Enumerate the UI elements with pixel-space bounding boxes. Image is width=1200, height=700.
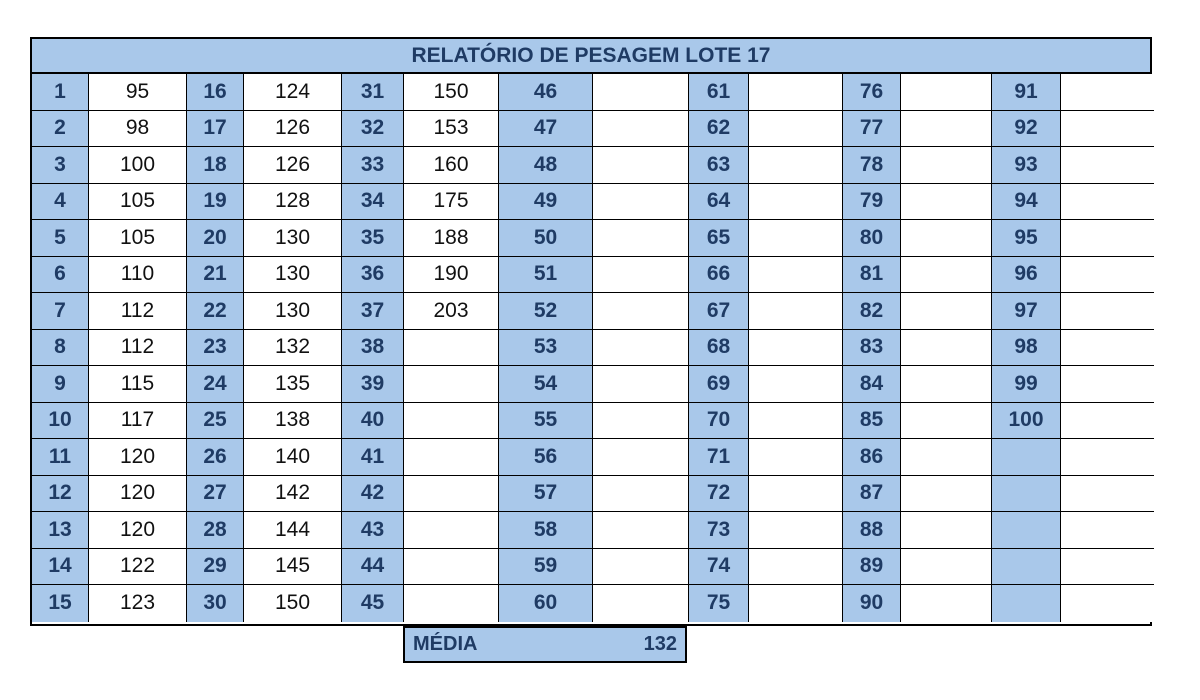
weight-cell: 144 (244, 512, 342, 549)
animal-number-cell: 91 (992, 74, 1061, 111)
animal-number-cell: 27 (187, 476, 244, 513)
animal-number-cell: 45 (342, 585, 404, 622)
weight-cell: 130 (244, 293, 342, 330)
weight-cell (901, 147, 992, 184)
animal-number-cell: 16 (187, 74, 244, 111)
blank-index-cell (992, 585, 1061, 622)
weight-cell: 140 (244, 439, 342, 476)
animal-number-cell: 82 (843, 293, 901, 330)
animal-number-cell: 17 (187, 111, 244, 148)
weight-cell (593, 184, 689, 221)
weight-cell (1061, 403, 1154, 440)
animal-number-cell: 20 (187, 220, 244, 257)
weight-cell: 135 (244, 366, 342, 403)
animal-number-cell: 74 (689, 549, 749, 586)
weight-cell (901, 257, 992, 294)
animal-number-cell: 70 (689, 403, 749, 440)
animal-number-cell: 93 (992, 147, 1061, 184)
weight-cell: 120 (89, 476, 187, 513)
average-label: MÉDIA (413, 633, 478, 655)
animal-number-cell: 57 (499, 476, 593, 513)
weight-cell: 160 (404, 147, 499, 184)
weight-cell (901, 585, 992, 622)
animal-number-cell: 41 (342, 439, 404, 476)
weight-cell: 98 (89, 111, 187, 148)
animal-number-cell: 8 (32, 330, 89, 367)
animal-number-cell: 65 (689, 220, 749, 257)
weight-cell (404, 512, 499, 549)
weight-cell: 120 (89, 512, 187, 549)
weight-cell (404, 403, 499, 440)
weight-cell (404, 330, 499, 367)
weight-cell (901, 403, 992, 440)
animal-number-cell: 28 (187, 512, 244, 549)
weight-cell (404, 549, 499, 586)
weight-cell: 203 (404, 293, 499, 330)
animal-number-cell: 5 (32, 220, 89, 257)
animal-number-cell: 21 (187, 257, 244, 294)
weight-cell: 126 (244, 147, 342, 184)
animal-number-cell: 87 (843, 476, 901, 513)
weight-cell: 105 (89, 220, 187, 257)
animal-number-cell: 4 (32, 184, 89, 221)
animal-number-cell: 83 (843, 330, 901, 367)
weight-cell (593, 147, 689, 184)
weight-cell (901, 476, 992, 513)
weight-cell (749, 403, 843, 440)
weight-cell: 150 (404, 74, 499, 111)
weight-cell (404, 585, 499, 622)
animal-number-cell: 54 (499, 366, 593, 403)
weight-cell (749, 585, 843, 622)
animal-number-cell: 78 (843, 147, 901, 184)
weight-cell: 132 (244, 330, 342, 367)
weight-cell: 120 (89, 439, 187, 476)
animal-number-cell: 44 (342, 549, 404, 586)
weight-cell (593, 549, 689, 586)
animal-number-cell: 66 (689, 257, 749, 294)
weight-cell (749, 439, 843, 476)
animal-number-cell: 86 (843, 439, 901, 476)
animal-number-cell: 37 (342, 293, 404, 330)
weight-cell (901, 220, 992, 257)
weight-cell: 110 (89, 257, 187, 294)
weight-cell (593, 403, 689, 440)
animal-number-cell: 63 (689, 147, 749, 184)
weight-cell (901, 74, 992, 111)
weight-cell (593, 293, 689, 330)
animal-number-cell: 96 (992, 257, 1061, 294)
weight-cell (749, 512, 843, 549)
animal-number-cell: 30 (187, 585, 244, 622)
animal-number-cell: 47 (499, 111, 593, 148)
animal-number-cell: 88 (843, 512, 901, 549)
weight-cell: 105 (89, 184, 187, 221)
animal-number-cell: 32 (342, 111, 404, 148)
weight-cell: 150 (244, 585, 342, 622)
animal-number-cell: 77 (843, 111, 901, 148)
weight-cell (1061, 111, 1154, 148)
animal-number-cell: 1 (32, 74, 89, 111)
weight-cell (749, 549, 843, 586)
weight-cell: 126 (244, 111, 342, 148)
weight-cell (1061, 476, 1154, 513)
weight-cell: 100 (89, 147, 187, 184)
animal-number-cell: 23 (187, 330, 244, 367)
weight-cell (593, 111, 689, 148)
animal-number-cell: 73 (689, 512, 749, 549)
weight-cell: 130 (244, 220, 342, 257)
animal-number-cell: 48 (499, 147, 593, 184)
animal-number-cell: 89 (843, 549, 901, 586)
weight-cell: 95 (89, 74, 187, 111)
animal-number-cell: 69 (689, 366, 749, 403)
weight-cell (1061, 74, 1154, 111)
animal-number-cell: 31 (342, 74, 404, 111)
weight-cell (901, 439, 992, 476)
animal-number-cell: 15 (32, 585, 89, 622)
animal-number-cell: 38 (342, 330, 404, 367)
weight-cell (1061, 366, 1154, 403)
animal-number-cell: 24 (187, 366, 244, 403)
animal-number-cell: 56 (499, 439, 593, 476)
animal-number-cell: 59 (499, 549, 593, 586)
weight-cell (749, 74, 843, 111)
weight-cell (593, 366, 689, 403)
weight-cell (1061, 220, 1154, 257)
animal-number-cell: 35 (342, 220, 404, 257)
animal-number-cell: 42 (342, 476, 404, 513)
animal-number-cell: 79 (843, 184, 901, 221)
animal-number-cell: 52 (499, 293, 593, 330)
animal-number-cell: 98 (992, 330, 1061, 367)
animal-number-cell: 36 (342, 257, 404, 294)
animal-number-cell: 50 (499, 220, 593, 257)
animal-number-cell: 7 (32, 293, 89, 330)
weight-cell (1061, 147, 1154, 184)
average-value: 132 (643, 633, 677, 655)
blank-index-cell (992, 476, 1061, 513)
weight-cell (1061, 549, 1154, 586)
animal-number-cell: 61 (689, 74, 749, 111)
animal-number-cell: 12 (32, 476, 89, 513)
animal-number-cell: 72 (689, 476, 749, 513)
animal-number-cell: 33 (342, 147, 404, 184)
weight-cell (1061, 293, 1154, 330)
weight-cell: 124 (244, 74, 342, 111)
animal-number-cell: 9 (32, 366, 89, 403)
weight-cell: 145 (244, 549, 342, 586)
animal-number-cell: 92 (992, 111, 1061, 148)
weight-cell (901, 549, 992, 586)
animal-number-cell: 6 (32, 257, 89, 294)
weight-cell: 122 (89, 549, 187, 586)
weight-cell: 128 (244, 184, 342, 221)
animal-number-cell: 18 (187, 147, 244, 184)
animal-number-cell: 43 (342, 512, 404, 549)
animal-number-cell: 68 (689, 330, 749, 367)
weight-cell (901, 366, 992, 403)
animal-number-cell: 51 (499, 257, 593, 294)
weight-cell (1061, 257, 1154, 294)
animal-number-cell: 10 (32, 403, 89, 440)
weight-cell (593, 439, 689, 476)
animal-number-cell: 14 (32, 549, 89, 586)
weight-cell (1061, 512, 1154, 549)
animal-number-cell: 95 (992, 220, 1061, 257)
weight-cell (593, 74, 689, 111)
animal-number-cell: 19 (187, 184, 244, 221)
weighing-report-table (30, 37, 1152, 626)
weight-cell (749, 330, 843, 367)
animal-number-cell: 34 (342, 184, 404, 221)
animal-number-cell: 67 (689, 293, 749, 330)
weight-cell (749, 293, 843, 330)
animal-number-cell: 29 (187, 549, 244, 586)
animal-number-cell: 94 (992, 184, 1061, 221)
animal-number-cell: 26 (187, 439, 244, 476)
weight-cell (593, 585, 689, 622)
weight-cell (404, 439, 499, 476)
weight-cell: 117 (89, 403, 187, 440)
weight-cell (749, 220, 843, 257)
animal-number-cell: 46 (499, 74, 593, 111)
weight-cell (1061, 184, 1154, 221)
weight-cell: 112 (89, 293, 187, 330)
weight-cell (1061, 330, 1154, 367)
weight-cell: 123 (89, 585, 187, 622)
animal-number-cell: 55 (499, 403, 593, 440)
animal-number-cell: 39 (342, 366, 404, 403)
weight-cell (749, 111, 843, 148)
weights-grid (32, 74, 1150, 622)
blank-index-cell (992, 512, 1061, 549)
animal-number-cell: 64 (689, 184, 749, 221)
weight-cell (593, 257, 689, 294)
weight-cell: 138 (244, 403, 342, 440)
weight-cell (749, 476, 843, 513)
animal-number-cell: 99 (992, 366, 1061, 403)
weight-cell (901, 512, 992, 549)
weight-cell (593, 330, 689, 367)
animal-number-cell: 97 (992, 293, 1061, 330)
weight-cell: 142 (244, 476, 342, 513)
weight-cell (901, 184, 992, 221)
animal-number-cell: 11 (32, 439, 89, 476)
weight-cell (593, 512, 689, 549)
animal-number-cell: 3 (32, 147, 89, 184)
animal-number-cell: 84 (843, 366, 901, 403)
animal-number-cell: 25 (187, 403, 244, 440)
animal-number-cell: 62 (689, 111, 749, 148)
animal-number-cell: 76 (843, 74, 901, 111)
weight-cell (749, 184, 843, 221)
animal-number-cell: 60 (499, 585, 593, 622)
animal-number-cell: 22 (187, 293, 244, 330)
animal-number-cell: 80 (843, 220, 901, 257)
animal-number-cell: 2 (32, 111, 89, 148)
animal-number-cell: 53 (499, 330, 593, 367)
report-title: RELATÓRIO DE PESAGEM LOTE 17 (32, 39, 1150, 74)
average-summary (403, 626, 687, 663)
weight-cell (1061, 439, 1154, 476)
animal-number-cell: 81 (843, 257, 901, 294)
weight-cell (1061, 585, 1154, 622)
weight-cell: 188 (404, 220, 499, 257)
weight-cell (593, 476, 689, 513)
weight-cell (901, 111, 992, 148)
weight-cell: 153 (404, 111, 499, 148)
weight-cell (901, 330, 992, 367)
animal-number-cell: 75 (689, 585, 749, 622)
weight-cell (749, 366, 843, 403)
weight-cell: 175 (404, 184, 499, 221)
animal-number-cell: 100 (992, 403, 1061, 440)
weight-cell: 115 (89, 366, 187, 403)
animal-number-cell: 71 (689, 439, 749, 476)
weight-cell (404, 476, 499, 513)
animal-number-cell: 49 (499, 184, 593, 221)
weight-cell (749, 257, 843, 294)
animal-number-cell: 85 (843, 403, 901, 440)
weight-cell: 112 (89, 330, 187, 367)
animal-number-cell: 90 (843, 585, 901, 622)
animal-number-cell: 40 (342, 403, 404, 440)
animal-number-cell: 58 (499, 512, 593, 549)
weight-cell (749, 147, 843, 184)
weight-cell (901, 293, 992, 330)
weight-cell: 190 (404, 257, 499, 294)
blank-index-cell (992, 549, 1061, 586)
weight-cell: 130 (244, 257, 342, 294)
weight-cell (593, 220, 689, 257)
blank-index-cell (992, 439, 1061, 476)
weight-cell (404, 366, 499, 403)
animal-number-cell: 13 (32, 512, 89, 549)
